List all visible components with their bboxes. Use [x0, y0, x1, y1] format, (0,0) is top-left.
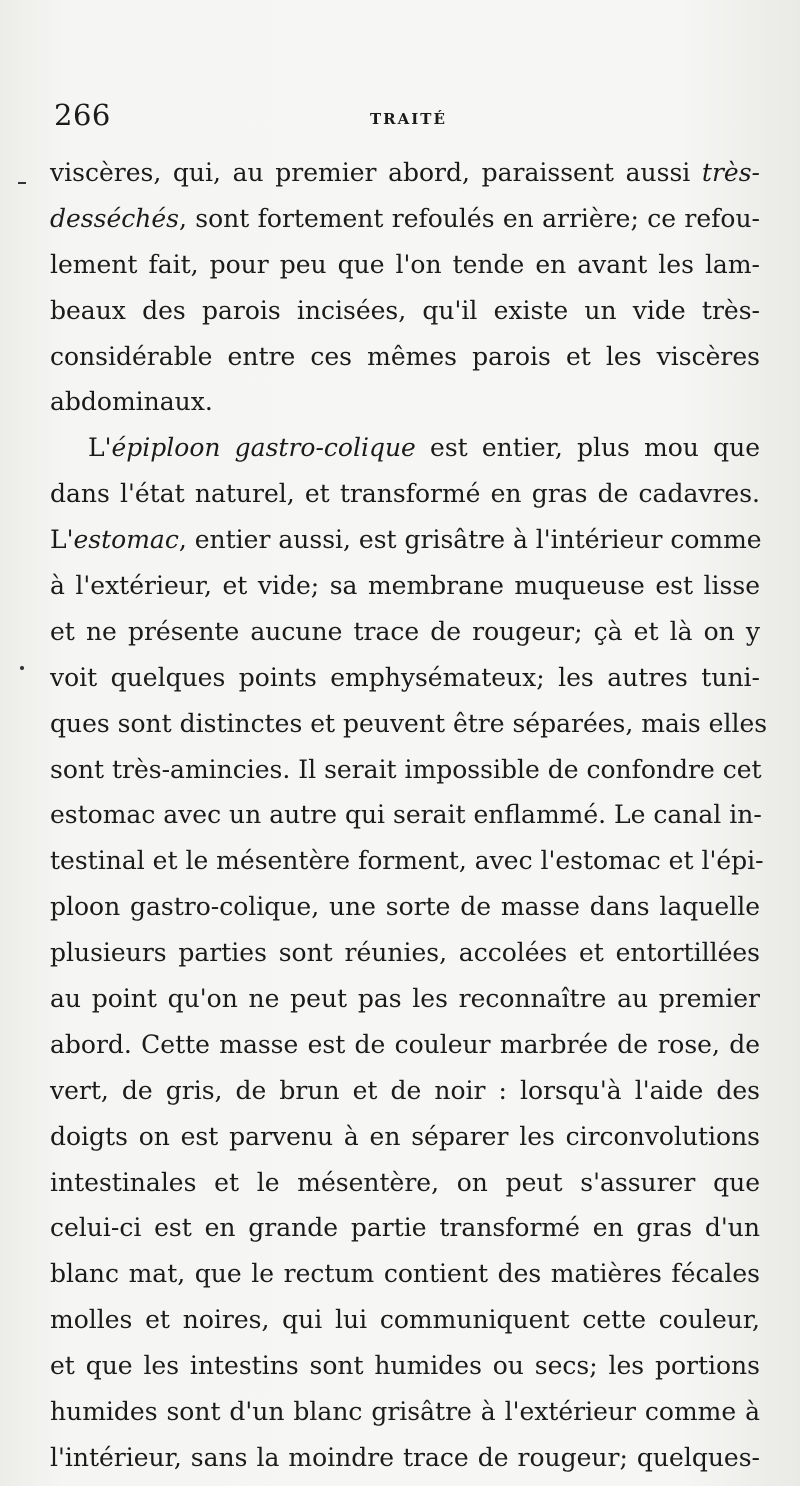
text-line: [50, 1389, 760, 1435]
text-line: [50, 930, 760, 976]
text-line: [50, 1251, 760, 1297]
text-line: [50, 655, 760, 701]
page-number: 266: [54, 98, 111, 132]
italic-text: épiploon gastro-colique: [111, 433, 416, 463]
text-segment: , entier aussi, est grisâtre à l'intérieur comme: [178, 525, 762, 555]
text-segment: beaux des parois incisées, qu'il existe un vide très-: [50, 295, 760, 325]
text-line: [50, 196, 760, 242]
text-line: [50, 1160, 760, 1206]
text-line: [50, 563, 760, 609]
text-segment: ques sont distinctes et peuvent être séparées, mais elles: [50, 708, 768, 738]
text-line: [50, 334, 760, 380]
text-line: [50, 838, 764, 884]
text-segment: estomac avec un autre qui serait enflammé. Le canal in-: [50, 800, 762, 830]
text-segment: vert, de gris, de brun et de noir : lorsqu'à l'aide des: [50, 1075, 760, 1105]
text-segment: L': [50, 525, 74, 555]
text-segment: intestinales et le mésentère, on peut s'assurer que: [50, 1167, 760, 1197]
text-line: [50, 379, 760, 425]
text-segment: molles et noires, qui lui communiquent cette couleur,: [50, 1305, 760, 1335]
text-line: [50, 288, 760, 334]
page-body-text: [50, 150, 768, 1481]
text-line: [50, 884, 760, 930]
text-segment: L': [88, 433, 112, 463]
margin-mark: [18, 182, 26, 184]
text-segment: humides sont d'un blanc grisâtre à l'extérieur comme à: [50, 1397, 760, 1427]
text-line: [50, 1068, 760, 1114]
text-line: [50, 425, 760, 471]
text-line: [50, 1022, 760, 1068]
text-line: [50, 471, 760, 517]
text-segment: considérable entre ces mêmes parois et les viscères: [50, 341, 760, 371]
running-head: TRAITÉ: [370, 110, 447, 128]
text-segment: viscères, qui, au premier abord, paraissent aussi: [50, 158, 702, 187]
text-line: [50, 1435, 760, 1481]
text-segment: dans l'état naturel, et transformé en gras de cadavres.: [50, 479, 760, 509]
text-segment: est entier, plus mou que: [415, 433, 760, 463]
text-line: [50, 701, 768, 747]
text-segment: voit quelques points emphysémateux; les autres tuni-: [50, 662, 760, 692]
italic-text: très-: [701, 158, 760, 187]
italic-text: desséchés: [50, 203, 179, 233]
text-segment: celui-ci est en grande partie transformé en gras d'un: [50, 1213, 760, 1243]
text-segment: plusieurs parties sont réunies, accolées et entortillées: [50, 938, 760, 968]
text-segment: à l'extérieur, et vide; sa membrane muqueuse est lisse: [50, 571, 760, 601]
text-line: [50, 150, 760, 196]
text-line: [50, 609, 760, 655]
italic-text: estomac: [73, 525, 179, 555]
text-line: [50, 1205, 760, 1251]
text-line: [50, 517, 760, 563]
text-segment: et que les intestins sont humides ou secs; les portions: [50, 1351, 760, 1381]
page-header: [54, 98, 760, 138]
text-line: [50, 1343, 760, 1389]
text-segment: lement fait, pour peu que l'on tende en avant les lam-: [50, 249, 760, 279]
text-segment: abord. Cette masse est de couleur marbrée de rose, de: [50, 1029, 760, 1059]
text-line: [50, 242, 760, 288]
text-segment: et ne présente aucune trace de rougeur; çà et là on y: [50, 616, 760, 646]
text-segment: abdominaux.: [50, 387, 213, 417]
text-segment: doigts on est parvenu à en séparer les circonvolutions: [50, 1121, 760, 1151]
text-segment: l'intérieur, sans la moindre trace de rougeur; quelques-: [50, 1442, 760, 1472]
text-segment: blanc mat, que le rectum contient des matières fécales: [50, 1259, 760, 1289]
text-segment: ploon gastro-colique, une sorte de masse dans laquelle: [50, 892, 760, 922]
text-segment: sont très-amincies. Il serait impossible de confondre cet: [50, 754, 762, 784]
text-line: [50, 1297, 760, 1343]
text-segment: au point qu'on ne peut pas les reconnaître au premier: [50, 984, 760, 1014]
text-segment: testinal et le mésentère forment, avec l'estomac et l'épi-: [50, 846, 764, 876]
text-line: [50, 792, 760, 838]
margin-mark: [20, 666, 24, 670]
text-line: [50, 976, 760, 1022]
text-line: [50, 1114, 760, 1160]
text-segment: , sont fortement refoulés en arrière; ce refou-: [178, 203, 760, 233]
text-line: [50, 747, 760, 793]
